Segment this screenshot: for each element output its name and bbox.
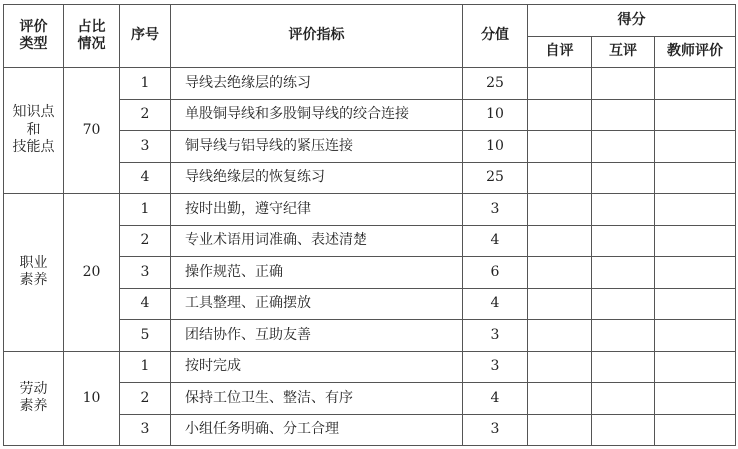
indicator-cell: 小组任务明确、分工合理 — [171, 414, 463, 446]
indicator-cell: 团结协作、互助友善 — [171, 320, 463, 352]
table-row — [4, 68, 736, 100]
self-eval-cell[interactable] — [528, 68, 592, 100]
indicator-cell: 操作规范、正确 — [171, 257, 463, 289]
index-cell: 3 — [120, 257, 171, 289]
self-eval-cell[interactable] — [528, 131, 592, 163]
table-row — [4, 351, 736, 383]
ratio-cell: 70 — [64, 68, 120, 194]
peer-eval-cell[interactable] — [592, 194, 655, 226]
teacher-eval-cell[interactable] — [655, 257, 736, 289]
header-peer-eval: 互评 — [592, 37, 655, 68]
header-score: 分值 — [463, 5, 528, 68]
ratio-cell: 20 — [64, 194, 120, 352]
teacher-eval-cell[interactable] — [655, 194, 736, 226]
header-ratio: 占比 情况 — [64, 5, 120, 68]
index-cell: 2 — [120, 383, 171, 415]
index-cell: 1 — [120, 68, 171, 100]
peer-eval-cell[interactable] — [592, 414, 655, 446]
score-cell: 25 — [463, 68, 528, 100]
peer-eval-cell[interactable] — [592, 99, 655, 131]
peer-eval-cell[interactable] — [592, 257, 655, 289]
header-index: 序号 — [120, 5, 171, 68]
index-cell: 4 — [120, 162, 171, 194]
peer-eval-cell[interactable] — [592, 131, 655, 163]
index-cell: 3 — [120, 414, 171, 446]
index-cell: 1 — [120, 351, 171, 383]
index-cell: 2 — [120, 225, 171, 257]
teacher-eval-cell[interactable] — [655, 131, 736, 163]
header-obtained-score: 得分 — [528, 5, 736, 37]
indicator-cell: 铜导线与铝导线的紧压连接 — [171, 131, 463, 163]
score-cell: 10 — [463, 99, 528, 131]
self-eval-cell[interactable] — [528, 288, 592, 320]
teacher-eval-cell[interactable] — [655, 68, 736, 100]
score-cell: 4 — [463, 383, 528, 415]
peer-eval-cell[interactable] — [592, 288, 655, 320]
self-eval-cell[interactable] — [528, 99, 592, 131]
category-cell: 知识点 和 技能点 — [4, 68, 64, 194]
index-cell: 3 — [120, 131, 171, 163]
teacher-eval-cell[interactable] — [655, 288, 736, 320]
score-cell: 4 — [463, 225, 528, 257]
teacher-eval-cell[interactable] — [655, 225, 736, 257]
teacher-eval-cell[interactable] — [655, 414, 736, 446]
teacher-eval-cell[interactable] — [655, 383, 736, 415]
index-cell: 4 — [120, 288, 171, 320]
table-body — [4, 68, 736, 446]
table-row — [4, 194, 736, 226]
peer-eval-cell[interactable] — [592, 68, 655, 100]
peer-eval-cell[interactable] — [592, 320, 655, 352]
score-cell: 10 — [463, 131, 528, 163]
evaluation-table — [3, 4, 736, 446]
self-eval-cell[interactable] — [528, 414, 592, 446]
self-eval-cell[interactable] — [528, 162, 592, 194]
category-cell: 职业 素养 — [4, 194, 64, 352]
self-eval-cell[interactable] — [528, 351, 592, 383]
self-eval-cell[interactable] — [528, 320, 592, 352]
peer-eval-cell[interactable] — [592, 162, 655, 194]
indicator-cell: 保持工位卫生、整洁、有序 — [171, 383, 463, 415]
indicator-cell: 专业术语用词准确、表述清楚 — [171, 225, 463, 257]
ratio-cell: 10 — [64, 351, 120, 446]
teacher-eval-cell[interactable] — [655, 320, 736, 352]
score-cell: 6 — [463, 257, 528, 289]
score-cell: 3 — [463, 351, 528, 383]
peer-eval-cell[interactable] — [592, 383, 655, 415]
score-cell: 3 — [463, 414, 528, 446]
index-cell: 1 — [120, 194, 171, 226]
header-self-eval: 自评 — [528, 37, 592, 68]
teacher-eval-cell[interactable] — [655, 162, 736, 194]
teacher-eval-cell[interactable] — [655, 99, 736, 131]
indicator-cell: 按时出勤，遵守纪律 — [171, 194, 463, 226]
indicator-cell: 导线去绝缘层的练习 — [171, 68, 463, 100]
score-cell: 25 — [463, 162, 528, 194]
indicator-cell: 导线绝缘层的恢复练习 — [171, 162, 463, 194]
self-eval-cell[interactable] — [528, 383, 592, 415]
teacher-eval-cell[interactable] — [655, 351, 736, 383]
indicator-cell: 工具整理、正确摆放 — [171, 288, 463, 320]
self-eval-cell[interactable] — [528, 257, 592, 289]
index-cell: 2 — [120, 99, 171, 131]
index-cell: 5 — [120, 320, 171, 352]
score-cell: 3 — [463, 194, 528, 226]
category-cell: 劳动 素养 — [4, 351, 64, 446]
header-category-type: 评价 类型 — [4, 5, 64, 68]
indicator-cell: 单股铜导线和多股铜导线的绞合连接 — [171, 99, 463, 131]
score-cell: 4 — [463, 288, 528, 320]
peer-eval-cell[interactable] — [592, 225, 655, 257]
indicator-cell: 按时完成 — [171, 351, 463, 383]
header-indicator: 评价指标 — [171, 5, 463, 68]
peer-eval-cell[interactable] — [592, 351, 655, 383]
self-eval-cell[interactable] — [528, 194, 592, 226]
header-teacher-eval: 教师评价 — [655, 37, 736, 68]
score-cell: 3 — [463, 320, 528, 352]
self-eval-cell[interactable] — [528, 225, 592, 257]
